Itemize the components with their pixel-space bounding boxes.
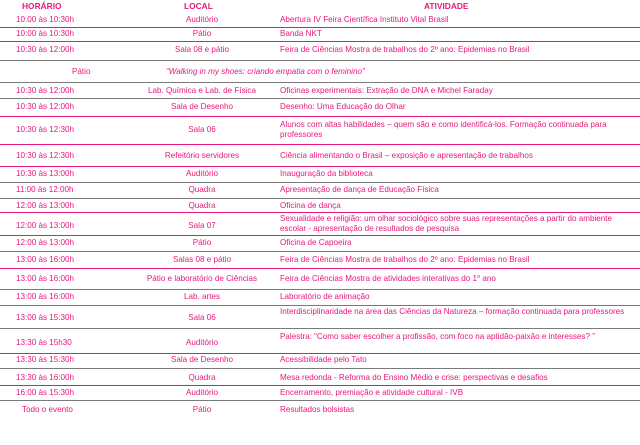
local-cell: Auditório	[186, 169, 218, 178]
time-cell: Todo o evento	[22, 405, 73, 414]
activity-cell: Abertura IV Feira Científica Instituto Vital Brasil	[280, 15, 449, 24]
local-cell: Quadra	[188, 201, 216, 210]
header-activity: ATIVIDADE	[424, 1, 469, 11]
activity-cell: Ciência alimentando o Brasil – exposição e apresentação de trabalhos	[280, 151, 533, 160]
time-cell: 13:00 às 16:00h	[16, 274, 75, 283]
row-divider	[0, 289, 640, 290]
activity-cell: Feira de Ciências Mostra de trabalhos do 2º ano: Epidemias no Brasil	[280, 45, 530, 54]
time-cell: 10:30 às 12:00h	[16, 45, 75, 54]
activity-cell: Encerramento, premiação e atividade cultural - IVB	[280, 388, 464, 397]
merged-activity-cell: “Walking in my shoes: criando empatia com o feminino”	[166, 67, 365, 76]
activity-cell: Banda NKT	[280, 29, 322, 38]
row-divider	[0, 116, 640, 117]
time-cell: 13:00 às 16:00h	[16, 292, 75, 301]
row-divider	[0, 385, 640, 386]
header-local: LOCAL	[184, 1, 213, 11]
local-cell: Quadra	[188, 185, 216, 194]
time-cell: 13:30 às 15h30	[16, 338, 72, 347]
time-cell: 10:00 às 10:30h	[16, 29, 75, 38]
local-cell: Auditório	[186, 388, 218, 397]
local-cell: Pátio	[192, 238, 212, 247]
row-divider	[0, 353, 640, 354]
time-cell: 10:30 às 12:00h	[16, 102, 75, 111]
header-time: HORÁRIO	[22, 1, 62, 11]
time-cell: 13:00 às 16:00h	[16, 255, 75, 264]
time-cell: 13:30 às 15:30h	[16, 355, 75, 364]
local-cell: Refeitório servidores	[164, 151, 240, 160]
time-cell: 13:00 às 15:30h	[16, 313, 75, 322]
activity-cell: Sexualidade e religião: um olhar sociológico sobre suas representações a partir do ambiente escolar - apresentação de resultados de pesquisa	[280, 214, 613, 233]
time-cell: 11:00 às 12:00h	[16, 185, 74, 194]
time-cell: 12:00 às 13:00h	[16, 201, 75, 210]
local-cell: Sala 07	[188, 221, 216, 230]
merged-local-cell: Pátio	[72, 67, 91, 76]
time-cell: 12:00 às 13:00h	[16, 238, 75, 247]
time-cell: 10:30 às 12:30h	[16, 125, 75, 134]
activity-cell: Interdisciplinaridade na área das Ciências da Natureza – formação continuada para professores	[280, 307, 625, 316]
local-cell: Sala 06	[188, 313, 216, 322]
row-divider	[0, 235, 640, 236]
activity-cell: Feira de Ciências Mostra de trabalhos do 2º ano: Epidemias no Brasil	[280, 255, 530, 264]
activity-cell: Oficina de Capoeira	[280, 238, 352, 247]
local-cell: Auditório	[186, 15, 218, 24]
time-cell: 13:30 às 16:00h	[16, 373, 75, 382]
local-cell: Quadra	[188, 373, 216, 382]
activity-cell: Oficinas experimentais: Extração de DNA e Michel Faraday	[280, 86, 493, 95]
local-cell: Sala de Desenho	[170, 102, 234, 111]
time-cell: 10:30 às 12:30h	[16, 151, 75, 160]
activity-text: Feira de Ciências Mostra de atividades interativas do 1	[280, 274, 478, 283]
activity-tail: ano	[480, 274, 496, 283]
activity-cell: Inauguração da biblioteca	[280, 169, 373, 178]
activity-cell: Apresentação de dança de Educação Física	[280, 185, 439, 194]
row-divider	[0, 251, 640, 252]
row-divider	[0, 27, 640, 28]
ordinal-sup: o	[477, 274, 481, 280]
local-cell: Sala de Desenho	[170, 355, 234, 364]
row-divider	[0, 212, 640, 213]
row-divider	[0, 144, 640, 145]
local-cell: Lab. artes	[184, 292, 220, 301]
row-divider	[0, 400, 640, 401]
activity-cell: Resultados bolsistas	[280, 405, 355, 414]
row-divider	[0, 268, 640, 269]
activity-cell	[280, 274, 636, 284]
row-divider	[0, 41, 640, 42]
time-cell: 10:30 às 13:00h	[16, 169, 75, 178]
local-cell: Auditório	[186, 338, 218, 347]
row-divider	[0, 60, 640, 61]
local-cell: Lab. Química e Lab. de Física	[148, 86, 256, 95]
time-cell: 10:00 às 10:30h	[16, 15, 75, 24]
activity-cell: Desenho: Uma Educação do Olhar	[280, 102, 406, 111]
time-cell: 16:00 às 15:30h	[16, 388, 75, 397]
local-cell: Sala 08 e pátio	[174, 45, 229, 54]
local-cell: Salas 08 e pátio	[172, 255, 232, 264]
row-divider	[0, 182, 640, 183]
activity-cell: Alunos com altas habilidades – quem são e como identificá-los. Formação continuada para professores	[280, 120, 607, 139]
row-divider	[0, 98, 640, 99]
row-divider	[0, 305, 640, 306]
row-divider	[0, 166, 640, 167]
row-divider	[0, 368, 640, 369]
activity-cell: Palestra: “Como saber escolher a profissão, com foco na aptidão-paixão e interesses? ”	[280, 332, 595, 341]
row-divider	[0, 198, 640, 199]
activity-cell: Laboratório de animação	[280, 292, 370, 301]
local-cell: Pátio e laboratório de Ciências	[146, 274, 258, 283]
activity-cell: Oficina de dança	[280, 201, 341, 210]
local-cell: Pátio	[192, 29, 212, 38]
activity-cell: Mesa redonda - Reforma do Ensino Médio e crise: perspectivas e desafios	[280, 373, 548, 382]
time-cell: 12:00 às 13:00h	[16, 221, 75, 230]
time-cell: 10:30 às 12:00h	[16, 86, 75, 95]
local-cell: Sala 06	[188, 125, 216, 134]
row-divider	[0, 82, 640, 83]
row-divider	[0, 328, 640, 329]
local-cell: Pátio	[192, 405, 212, 414]
activity-cell: Acessibilidade pelo Tato	[280, 355, 367, 364]
